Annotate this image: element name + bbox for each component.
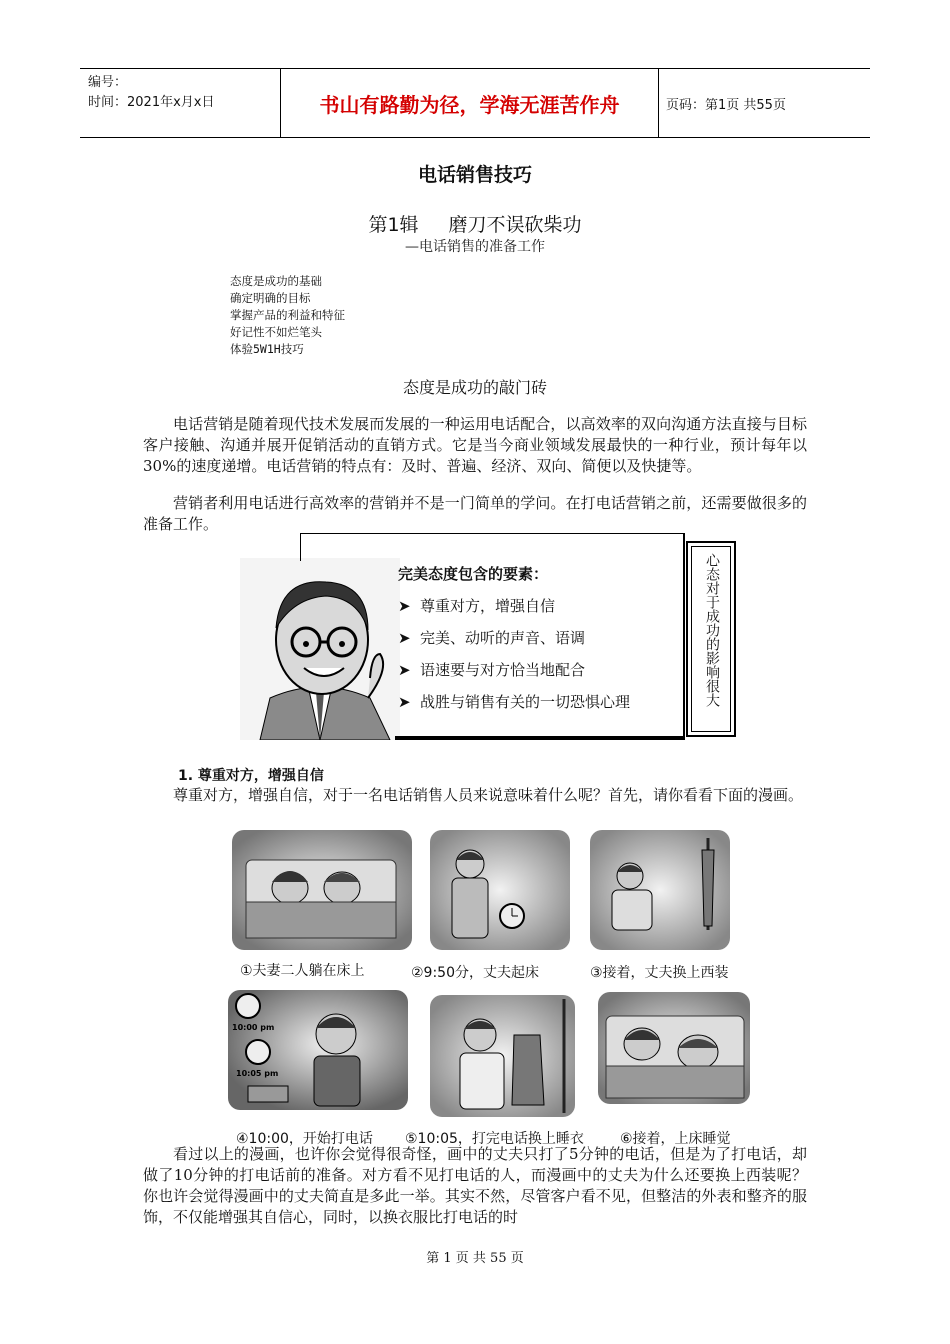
figure-item: ➤ 语速要与对方恰当地配合: [398, 661, 586, 679]
comic-panel-2: [430, 830, 570, 950]
outline-item: 好记性不如烂笔头: [230, 325, 322, 339]
figure-item: ➤ 完美、动听的声音、语调: [398, 629, 586, 647]
paragraph-4: 看过以上的漫画，也许你会觉得很奇怪，画中的丈夫只打了5分钟的电话，但是为了打电话，却做了10分钟的打电话前的准备。对方看不见打电话的人，而漫画中的丈夫为什么还要换上西装呢？你也许会觉得漫画中的丈夫简直是多此一举。其实不然，尽管客户看不见，但整洁的外表和整齐的服饰，不仅能增强其自信心，同时，以换衣服比打电话的时: [143, 1145, 807, 1226]
chapter-name: 磨刀不误砍柴功: [448, 214, 582, 236]
side-note-box: [686, 541, 736, 737]
comic-caption: ③接着，丈夫换上西装: [590, 965, 729, 981]
outline-item: 态度是成功的基础: [230, 274, 322, 288]
comic-panel-1: [232, 830, 412, 950]
chapter-subtitle: —电话销售的准备工作: [405, 239, 545, 255]
outline-item: 确定明确的目标: [230, 291, 311, 305]
figure-item: ➤ 战胜与销售有关的一切恐惧心理: [398, 693, 631, 711]
comic-caption: ④10:00，开始打电话: [236, 1131, 373, 1147]
arrow-icon: ➤: [398, 693, 411, 711]
comic-panel-6: [598, 992, 750, 1104]
subheading: 1. 尊重对方，增强自信: [178, 768, 324, 784]
chapter-number: 第1辑: [368, 214, 419, 236]
paragraph-1: 电话营销是随着现代技术发展而发展的一种运用电话配合，以高效率的双向沟通方法直接与目标客户接触、沟通并展开促销活动的直销方式。它是当今商业领域发展最快的一种行业，预计每年以30%的速度递增。电话营销的特点有：及时、普遍、经济、双向、简便以及快捷等。: [143, 415, 807, 475]
comic-caption: ⑤10:05，打完电话换上睡衣: [405, 1131, 584, 1147]
doc-title: 电话销售技巧: [417, 164, 532, 186]
chapter-outline: [230, 273, 345, 358]
header-meta: [80, 69, 280, 137]
comic-caption: ②9:50分，丈夫起床: [411, 965, 539, 981]
time-label: 时间：2021年x月x日: [88, 95, 215, 110]
figure-item: ➤ 尊重对方，增强自信: [398, 597, 556, 615]
clock-label: 10:05 pm: [236, 1069, 279, 1078]
comic-panel-5: [430, 995, 575, 1117]
arrow-icon: ➤: [398, 597, 411, 615]
section-title: 态度是成功的敲门砖: [402, 378, 547, 397]
chapter-title: [0, 210, 950, 237]
paragraph-3: 尊重对方，增强自信，对于一名电话销售人员来说意味着什么呢？首先，请你看看下面的漫画。: [173, 786, 804, 804]
outline-item: 体验5W1H技巧: [230, 342, 304, 356]
page-footer: 第 1 页 共 55 页: [426, 1251, 524, 1266]
clock-label: 10:00 pm: [232, 1023, 275, 1032]
header-motto: 书山有路勤为径，学海无涯苦作舟: [280, 69, 659, 137]
paragraph-2: 营销者利用电话进行高效率的营销并不是一门简单的学问。在打电话营销之前，还需要做很多的准备工作。: [143, 494, 807, 533]
comic-caption: ①夫妻二人躺在床上: [240, 963, 365, 979]
outline-item: 掌握产品的利益和特征: [230, 308, 345, 322]
arrow-icon: ➤: [398, 661, 411, 679]
figure-heading: 完美态度包含的要素：: [398, 565, 549, 583]
number-label: 编号：: [88, 75, 128, 90]
arrow-icon: ➤: [398, 629, 411, 647]
comic-panel-4: [228, 990, 408, 1110]
side-note-text: 心态对于成功的影响很大: [704, 553, 720, 707]
comic-panel-3: [590, 830, 730, 950]
comic-caption: ⑥接着，上床睡觉: [620, 1131, 731, 1147]
header-page-info: 页码：第1页 共55页: [666, 97, 786, 113]
page-header: [80, 68, 870, 138]
